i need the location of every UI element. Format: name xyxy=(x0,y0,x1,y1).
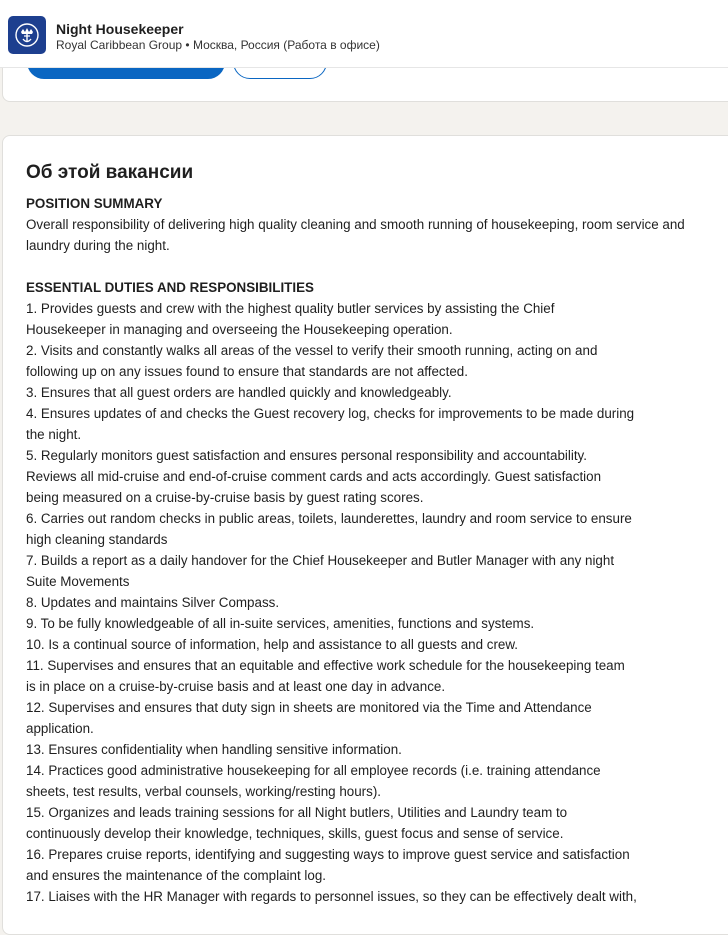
duty-line: 16. Prepares cruise reports, identifying and suggesting ways to improve guest service and satisfaction xyxy=(26,847,630,862)
spacer xyxy=(26,256,726,277)
duty-line: 5. Regularly monitors guest satisfaction and ensures personal responsibility and accountability. xyxy=(26,448,587,463)
duty-line: Reviews all mid-cruise and end-of-cruise comment cards and acts accordingly. Guest satisfaction xyxy=(26,469,602,484)
job-description xyxy=(26,193,726,907)
duty-line: 13. Ensures confidentiality when handling sensitive information. xyxy=(26,742,402,757)
about-heading: Об этой вакансии xyxy=(26,162,194,183)
duty-line: 14. Practices good administrative housekeeping for all employee records (i.e. training attendance xyxy=(26,763,601,778)
duty-line: 8. Updates and maintains Silver Compass. xyxy=(26,595,280,610)
duty-line: application. xyxy=(26,721,94,736)
duty-line: 3. Ensures that all guest orders are handled quickly and knowledgeably. xyxy=(26,385,452,400)
summary-line: laundry during the night. xyxy=(26,238,170,253)
duty-line: 2. Visits and constantly walks all areas of the vessel to verify their smooth running, acting on and xyxy=(26,343,598,358)
job-title[interactable]: Night Housekeeper xyxy=(56,21,184,37)
sticky-job-header xyxy=(0,0,728,68)
duty-line: 15. Organizes and leads training sessions for all Night butlers, Utilities and Laundry team to xyxy=(26,805,568,820)
duties-title: ESSENTIAL DUTIES AND RESPONSIBILITIES xyxy=(26,280,314,295)
company-logo[interactable] xyxy=(8,16,46,54)
duty-line: and ensures the maintenance of the complaint log. xyxy=(26,868,326,883)
summary-title: POSITION SUMMARY xyxy=(26,196,163,211)
duty-line: 1. Provides guests and crew with the highest quality butler services by assisting the Chief xyxy=(26,301,555,316)
duty-line: 12. Supervises and ensures that duty sign in sheets are monitored via the Time and Attendance xyxy=(26,700,592,715)
duty-line: being measured on a cruise-by-cruise basis by guest rating scores. xyxy=(26,490,424,505)
duty-line: 6. Carries out random checks in public areas, toilets, launderettes, laundry and room service to ensure xyxy=(26,511,632,526)
duty-line: 17. Liaises with the HR Manager with regards to personnel issues, so they can be effectively dealt with, xyxy=(26,889,637,904)
duty-line: 10. Is a continual source of information, help and assistance to all guests and crew. xyxy=(26,637,519,652)
duty-line: high cleaning standards xyxy=(26,532,168,547)
duty-line: 4. Ensures updates of and checks the Guest recovery log, checks for improvements to be made during xyxy=(26,406,635,421)
duty-line: 9. To be fully knowledgeable of all in-suite services, amenities, functions and systems. xyxy=(26,616,535,631)
duty-line: 7. Builds a report as a daily handover for the Chief Housekeeper and Butler Manager with any night xyxy=(26,553,615,568)
crown-anchor-icon xyxy=(14,22,40,48)
summary-line: Overall responsibility of delivering high quality cleaning and smooth running of housekeeping, room service and xyxy=(26,217,685,232)
duty-line: is in place on a cruise-by-cruise basis and at least one day in advance. xyxy=(26,679,446,694)
duty-line: following up on any issues found to ensure that standards are not affected. xyxy=(26,364,468,379)
duty-line: continuously develop their knowledge, techniques, skills, guest focus and sense of service. xyxy=(26,826,564,841)
duty-line: Suite Movements xyxy=(26,574,130,589)
duty-line: the night. xyxy=(26,427,82,442)
duty-line: 11. Supervises and ensures that an equitable and effective work schedule for the housekeeping team xyxy=(26,658,625,673)
company-location: Royal Caribbean Group • Москва, Россия (Работа в офисе) xyxy=(56,38,380,52)
duty-line: sheets, test results, verbal counsels, working/resting hours). xyxy=(26,784,382,799)
duty-line: Housekeeper in managing and overseeing the Housekeeping operation. xyxy=(26,322,453,337)
